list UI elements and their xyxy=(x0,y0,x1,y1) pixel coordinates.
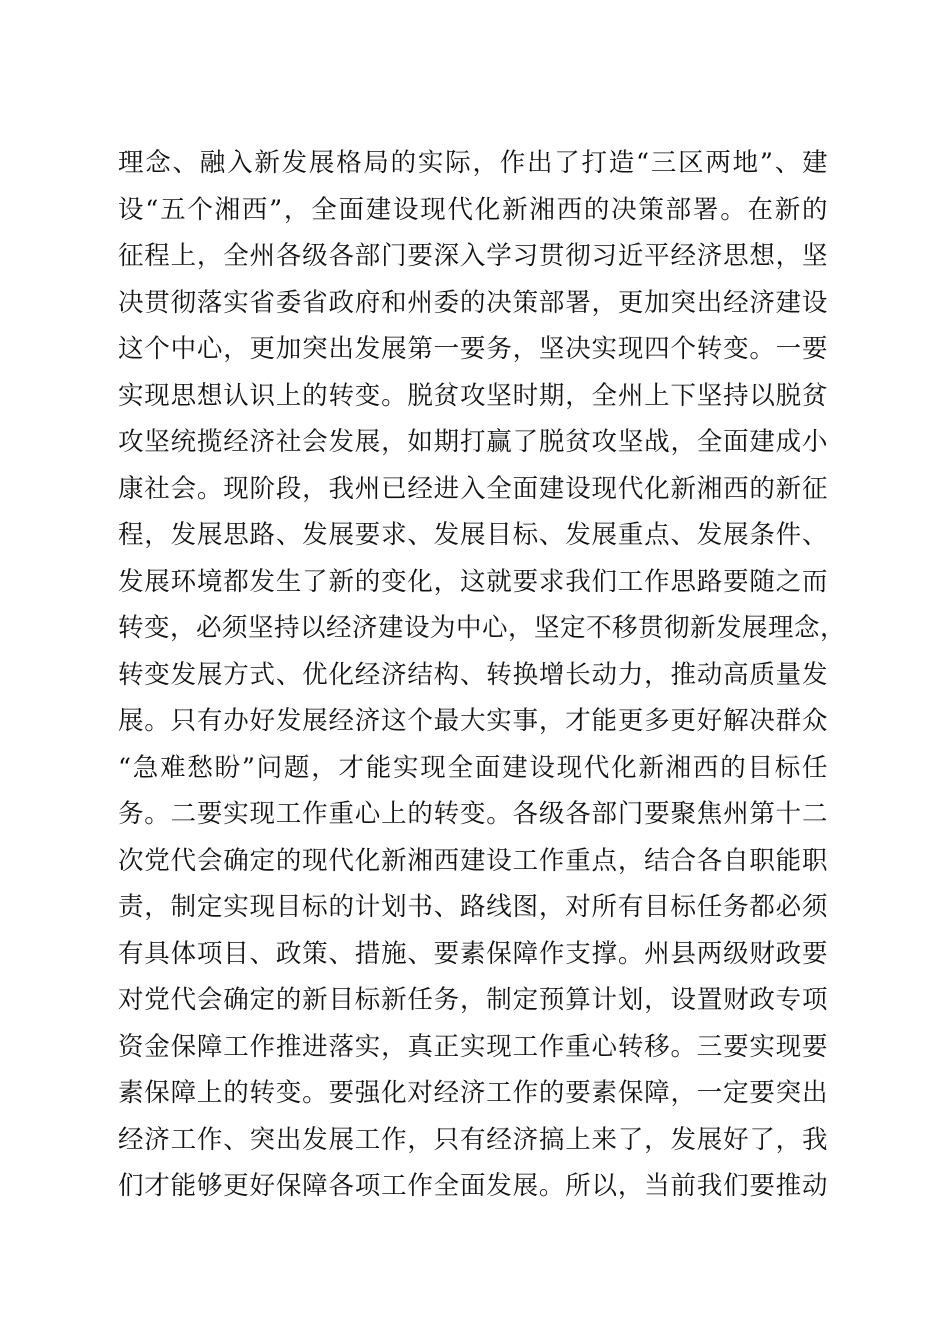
text-line: 们才能够更好保障各项工作全面发展。所以，当前我们要推动 xyxy=(118,1171,828,1201)
text-line: 次党代会确定的现代化新湘西建设工作重点，结合各自职能职 xyxy=(118,845,828,876)
text-line: 展。只有办好发展经济这个最大实事，才能更多更好解决群众 xyxy=(118,706,828,736)
text-line: 实现思想认识上的转变。脱贫攻坚时期，全州上下坚持以脱贫 xyxy=(118,380,828,411)
text-line: 攻坚统揽经济社会发展，如期打赢了脱贫攻坚战，全面建成小 xyxy=(118,427,828,457)
text-line: 程，发展思路、发展要求、发展目标、发展重点、发展条件、 xyxy=(118,520,828,550)
text-line: 有具体项目、政策、措施、要素保障作支撑。州县两级财政要 xyxy=(118,938,828,969)
text-line: 素保障上的转变。要强化对经济工作的要素保障，一定要突出 xyxy=(118,1078,828,1108)
text-line: 转变发展方式、优化经济结构、转换增长动力，推动高质量发 xyxy=(118,659,828,690)
text-line: 经济工作、突出发展工作，只有经济搞上来了，发展好了，我 xyxy=(118,1124,828,1155)
text-line: 责，制定实现目标的计划书、路线图，对所有目标任务都必须 xyxy=(118,892,828,922)
text-line: 征程上，全州各级各部门要深入学习贯彻习近平经济思想，坚 xyxy=(118,241,828,271)
text-line: 转变，必须坚持以经济建设为中心，坚定不移贯彻新发展理念， xyxy=(118,613,847,643)
text-line: 这个中心，更加突出发展第一要务，坚决实现四个转变。一要 xyxy=(118,334,828,364)
text-line: “急难愁盼”问题，才能实现全面建设现代化新湘西的目标任 xyxy=(118,752,828,783)
text-line: 决贯彻落实省委省政府和州委的决策部署，更加突出经济建设 xyxy=(118,287,828,318)
text-line: 设“五个湘西”，全面建设现代化新湘西的决策部署。在新的 xyxy=(118,194,828,225)
text-line: 对党代会确定的新目标新任务，制定预算计划，设置财政专项 xyxy=(118,985,828,1015)
body-text xyxy=(118,140,847,1210)
text-line: 资金保障工作推进落实，真正实现工作重心转移。三要实现要 xyxy=(118,1031,828,1062)
text-line: 理念、融入新发展格局的实际，作出了打造“三区两地”、建 xyxy=(118,148,828,178)
text-line: 康社会。现阶段，我州已经进入全面建设现代化新湘西的新征 xyxy=(118,473,828,504)
text-line: 发展环境都发生了新的变化，这就要求我们工作思路要随之而 xyxy=(118,566,828,597)
text-line: 务。二要实现工作重心上的转变。各级各部门要聚焦州第十二 xyxy=(118,799,828,829)
